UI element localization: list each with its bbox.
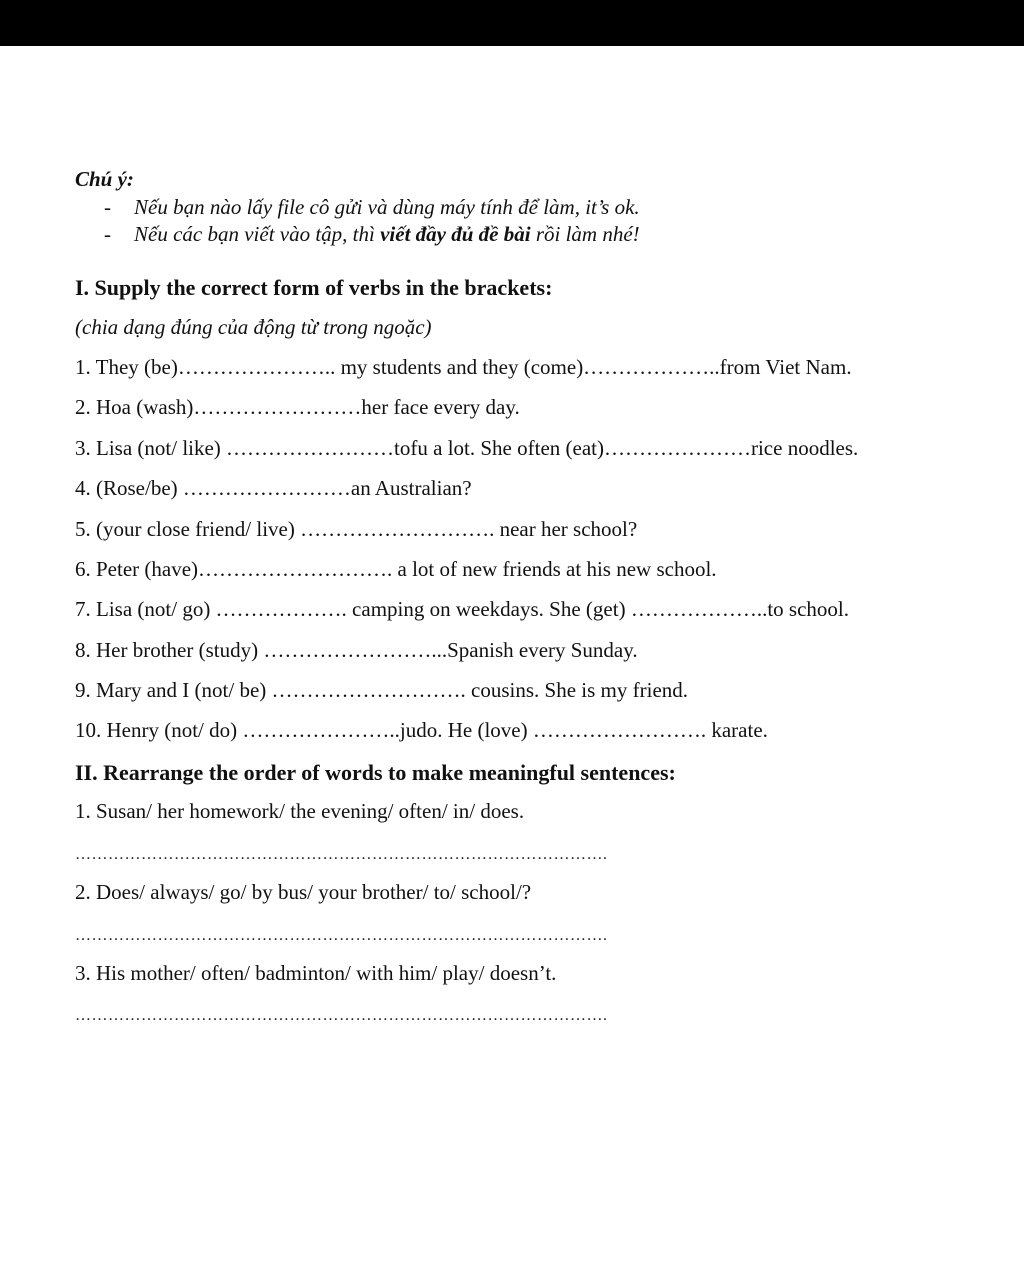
- section-1-heading: I. Supply the correct form of verbs in the brackets:: [75, 275, 553, 300]
- exercise-1-item-2: 2. Hoa (wash)……………………her face every day.: [75, 395, 520, 419]
- note-bullet-2: -: [104, 222, 111, 246]
- note-item-1: Nếu bạn nào lấy file cô gửi và dùng máy tính để làm, it’s ok.: [134, 195, 640, 219]
- exercise-1-item-1: 1. They (be)………………….. my students and they (come)………………..from Viet Nam.: [75, 355, 852, 379]
- exercise-2-answer-line-2: …………………………………………………………………………………….: [75, 927, 608, 944]
- exercise-1-item-3: 3. Lisa (not/ like) ……………………tofu a lot. She often (eat)…………………rice noodles.: [75, 436, 859, 460]
- exercise-1-item-8: 8. Her brother (study) ……………………...Spanish every Sunday.: [75, 638, 638, 662]
- exercise-1-item-6: 6. Peter (have)………………………. a lot of new friends at his new school.: [75, 557, 717, 581]
- document-page: [0, 46, 1024, 1280]
- top-black-bar: [0, 0, 1024, 46]
- note-item-2-pre: Nếu các bạn viết vào tập, thì: [134, 222, 381, 246]
- note-item-2-bold: viết đầy đủ đề bài: [380, 222, 531, 246]
- exercise-2-prompt-2: 2. Does/ always/ go/ by bus/ your brother/ to/ school/?: [75, 880, 532, 904]
- exercise-1-item-10: 10. Henry (not/ do) …………………..judo. He (love) ……………………. karate.: [75, 718, 768, 742]
- note-title: Chú ý:: [75, 167, 134, 191]
- section-1-subheading: (chia dạng đúng của động từ trong ngoặc): [75, 315, 432, 339]
- exercise-2-answer-line-1: …………………………………………………………………………………….: [75, 846, 608, 863]
- exercise-1-item-4: 4. (Rose/be) ……………………an Australian?: [75, 476, 472, 500]
- exercise-1-item-7: 7. Lisa (not/ go) ………………. camping on weekdays. She (get) ………………..to school.: [75, 597, 849, 621]
- exercise-1-item-9: 9. Mary and I (not/ be) ………………………. cousins. She is my friend.: [75, 678, 689, 702]
- section-2-heading: II. Rearrange the order of words to make meaningful sentences:: [75, 760, 676, 785]
- note-item-2: [134, 222, 640, 247]
- note-item-2-post: rồi làm nhé!: [530, 222, 640, 246]
- exercise-2-prompt-1: 1. Susan/ her homework/ the evening/ often/ in/ does.: [75, 799, 525, 823]
- exercise-2-prompt-3: 3. His mother/ often/ badminton/ with him/ play/ doesn’t.: [75, 961, 557, 985]
- note-bullet-1: -: [104, 195, 111, 219]
- exercise-2-answer-line-3: …………………………………………………………………………………….: [75, 1007, 608, 1024]
- exercise-1-item-5: 5. (your close friend/ live) ………………………. near her school?: [75, 517, 638, 541]
